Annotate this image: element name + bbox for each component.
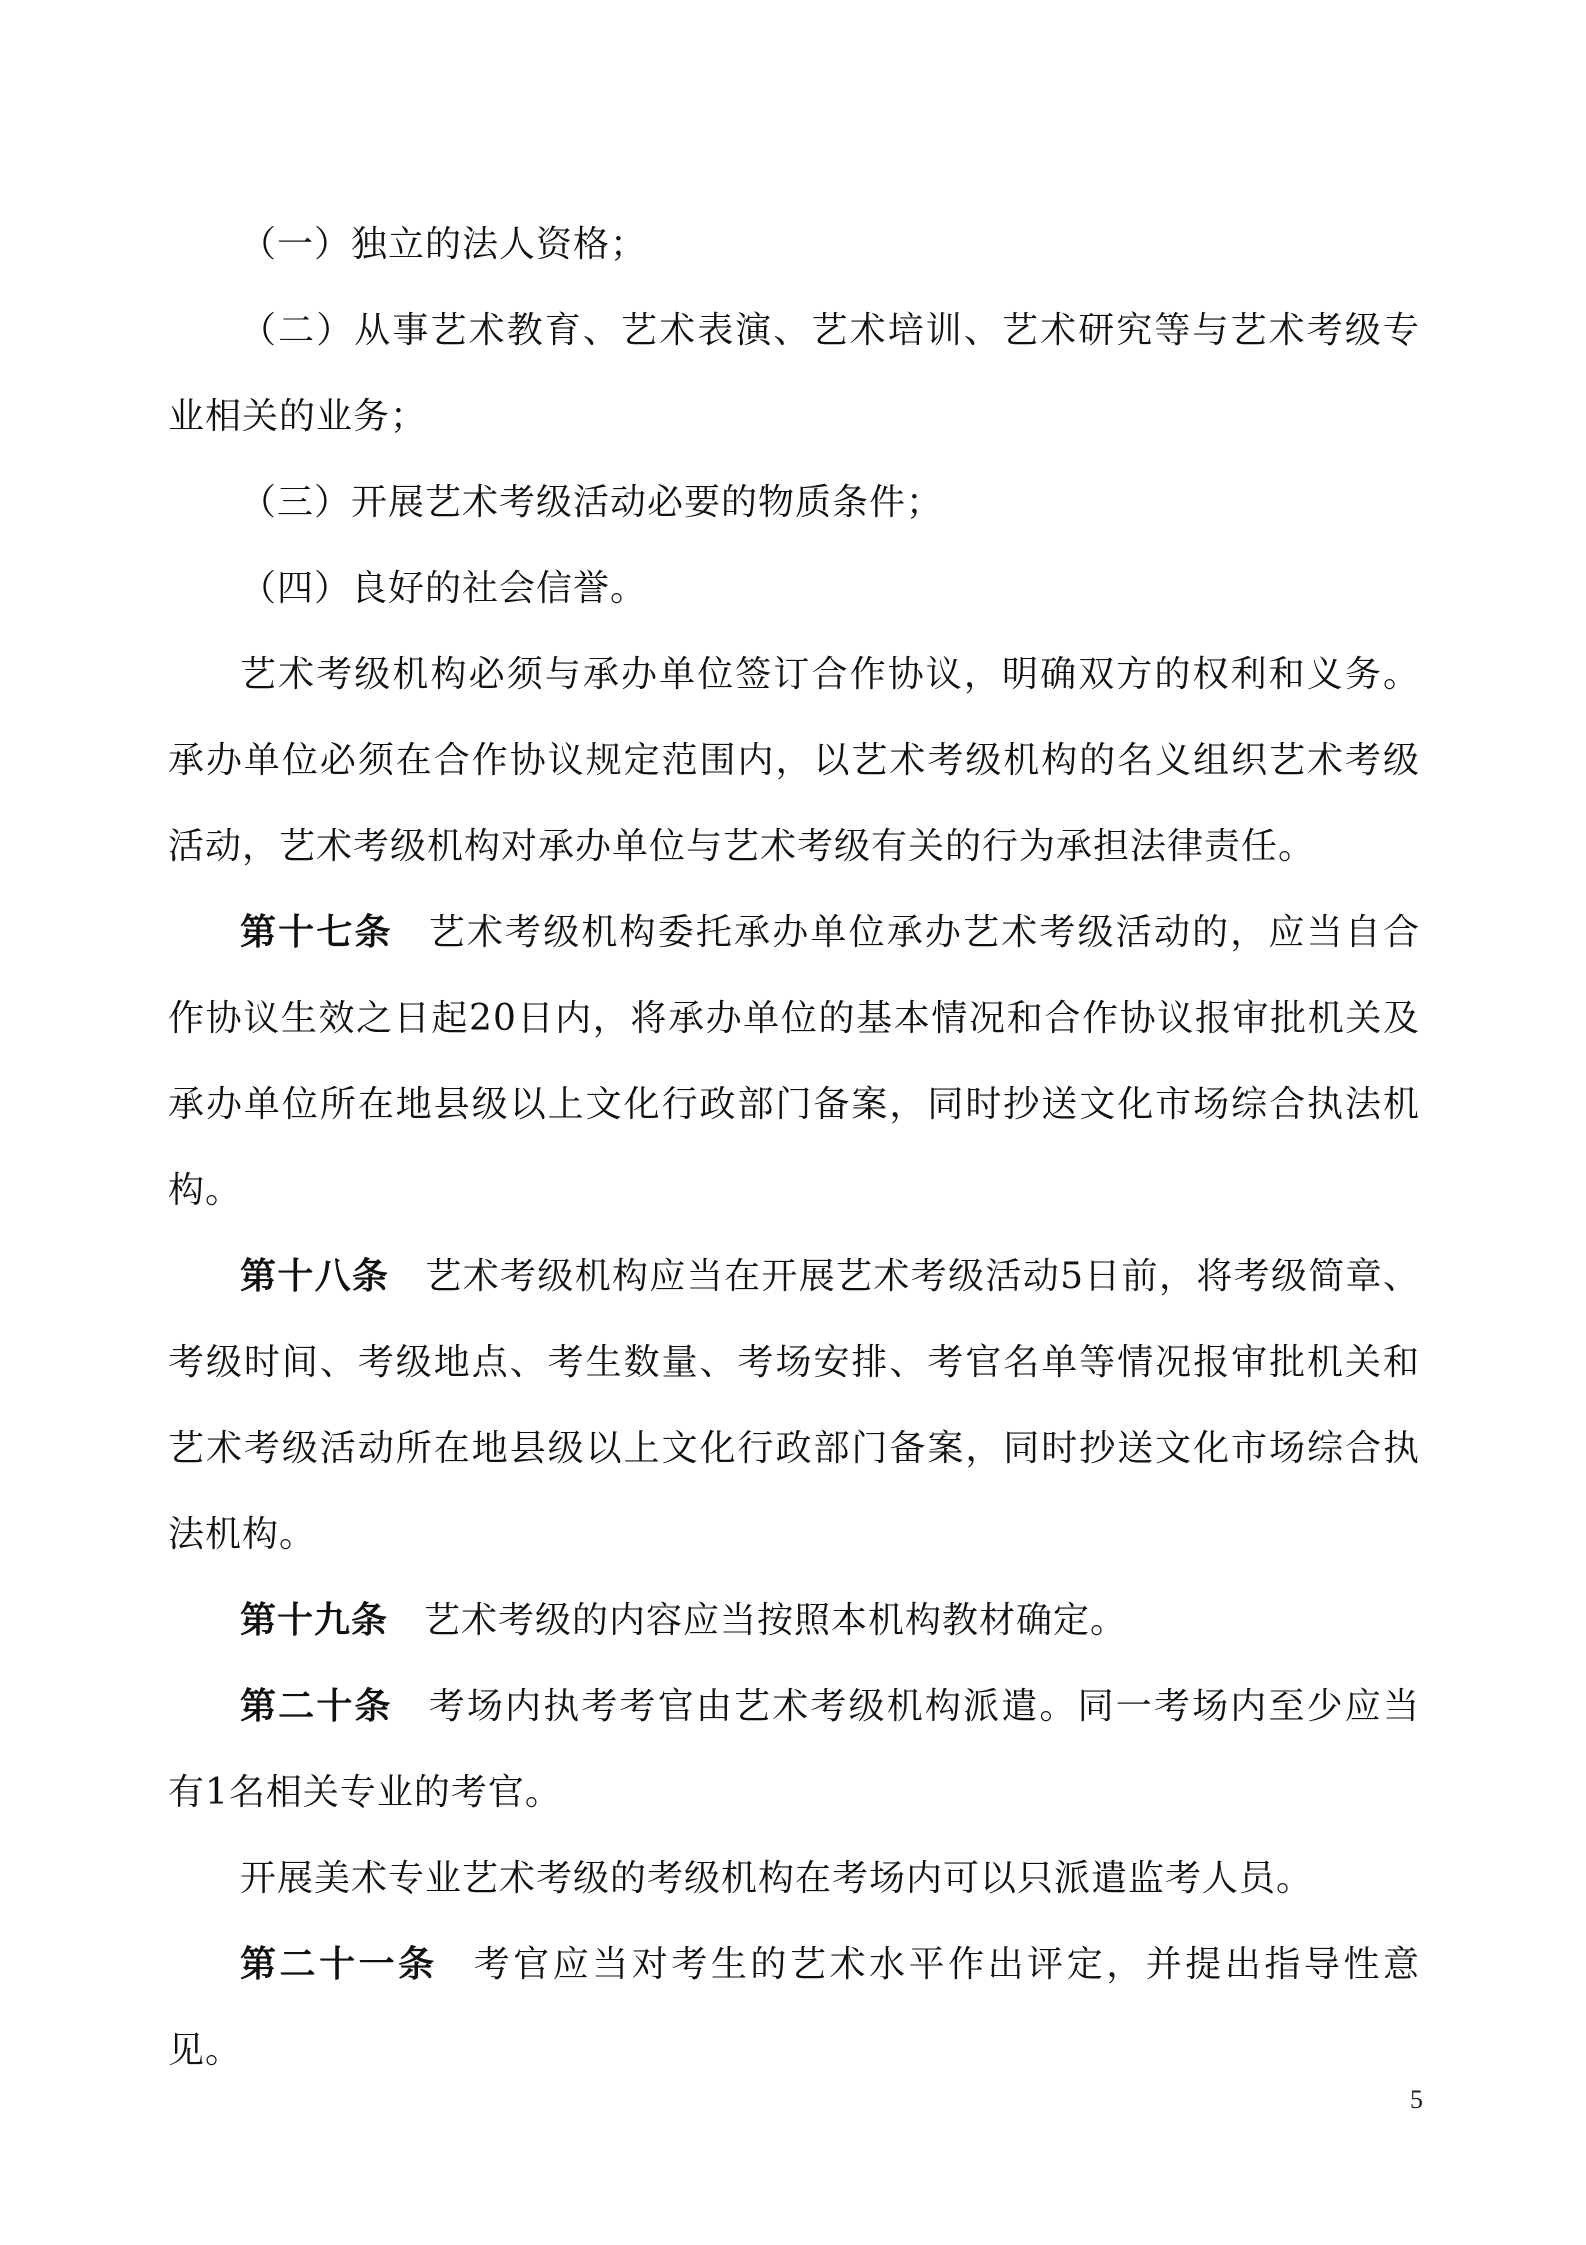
paragraph-text: （三）开展艺术考级活动必要的物质条件； xyxy=(240,482,944,523)
paragraph-text: （二）从事艺术教育、艺术表演、艺术培训、艺术研究等与艺术考级专业相关的业务； xyxy=(168,310,1420,437)
article-paragraph xyxy=(168,1578,1420,1664)
article-paragraph xyxy=(168,890,1420,1234)
paragraph xyxy=(168,202,1420,288)
paragraph-text: （四）良好的社会信誉。 xyxy=(240,568,648,609)
article-paragraph xyxy=(168,1664,1420,1836)
article-heading: 第二十一条 xyxy=(240,1944,438,1985)
paragraph-text: 考场内执考考官由艺术考级机构派遣。同一考场内至少应当有1名相关专业的考官。 xyxy=(168,1686,1420,1813)
article-paragraph xyxy=(168,1922,1420,2094)
paragraph xyxy=(168,546,1420,632)
paragraph-text: 艺术考级机构委托承办单位承办艺术考级活动的，应当自合作协议生效之日起20日内，将承办单位的基本情况和合作协议报审批机关及承办单位所在地县级以上文化行政部门备案，同时抄送文化市场综合执法机构。 xyxy=(168,912,1420,1211)
paragraph xyxy=(168,632,1420,890)
paragraph-text: 艺术考级机构应当在开展艺术考级活动5日前，将考级简章、考级时间、考级地点、考生数量、考场安排、考官名单等情况报审批机关和艺术考级活动所在地县级以上文化行政部门备案，同时抄送文化市场综合执法机构。 xyxy=(168,1256,1420,1555)
article-paragraph xyxy=(168,1234,1420,1578)
page-number: 5 xyxy=(1410,2085,1423,2114)
paragraph-text: 开展美术专业艺术考级的考级机构在考场内可以只派遣监考人员。 xyxy=(240,1858,1314,1899)
paragraph xyxy=(168,288,1420,460)
article-heading: 第二十条 xyxy=(240,1686,393,1727)
article-heading: 第十七条 xyxy=(240,912,393,953)
paragraph-text: （一）独立的法人资格； xyxy=(240,224,648,265)
paragraph-text: 艺术考级机构必须与承办单位签订合作协议，明确双方的权利和义务。承办单位必须在合作协议规定范围内，以艺术考级机构的名义组织艺术考级活动，艺术考级机构对承办单位与艺术考级有关的行为承担法律责任。 xyxy=(168,654,1420,867)
paragraph xyxy=(168,460,1420,546)
document-body xyxy=(168,202,1420,2094)
paragraph xyxy=(168,1836,1420,1922)
paragraph-text: 考官应当对考生的艺术水平作出评定，并提出指导性意见。 xyxy=(168,1944,1420,2071)
paragraph-text: 艺术考级的内容应当按照本机构教材确定。 xyxy=(424,1600,1128,1641)
article-heading: 第十九条 xyxy=(240,1600,389,1641)
article-heading: 第十八条 xyxy=(240,1256,390,1297)
